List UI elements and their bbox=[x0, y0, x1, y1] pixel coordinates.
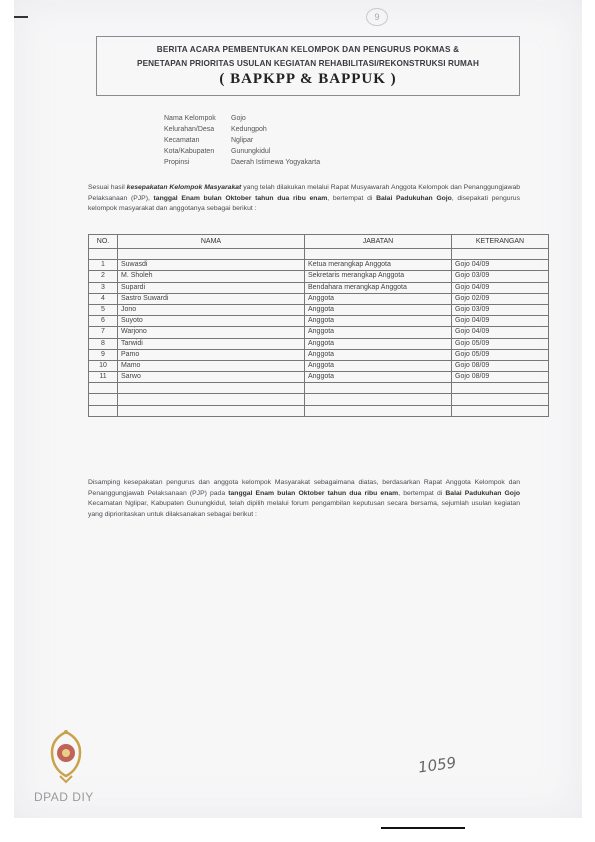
cell-no: 7 bbox=[89, 327, 118, 338]
cell-nama bbox=[118, 383, 305, 394]
bottom-rule bbox=[381, 827, 465, 829]
cell-keterangan: Gojo 05/09 bbox=[452, 338, 549, 349]
cell-no: 5 bbox=[89, 304, 118, 315]
table-row bbox=[89, 383, 549, 394]
header-keterangan: KETERANGAN bbox=[452, 235, 549, 249]
cell-nama: Jono bbox=[118, 304, 305, 315]
table-row bbox=[89, 372, 549, 383]
cell-keterangan: Gojo 04/09 bbox=[452, 282, 549, 293]
cell-jabatan: Bendahara merangkap Anggota bbox=[305, 282, 452, 293]
cell-jabatan: Anggota bbox=[305, 293, 452, 304]
table-row bbox=[89, 260, 549, 271]
info-row bbox=[164, 135, 320, 146]
text: Kecamatan Nglipar, Kabupaten Gunungkidul, telah dipilih melalui forum pengambilan keputusan secara bersama, sejumlah usulan kegiatan yang diprioritaskan untuk dilaksanakan sebagai berikut : bbox=[88, 500, 520, 518]
cell-no: 8 bbox=[89, 338, 118, 349]
table-header-row bbox=[89, 235, 549, 249]
title-line-1: BERITA ACARA PEMBENTUKAN KELOMPOK DAN PENGURUS POKMAS & bbox=[156, 45, 460, 54]
table-row bbox=[89, 271, 549, 282]
cell-nama: M. Sholeh bbox=[118, 271, 305, 282]
agreement-paragraph bbox=[88, 183, 520, 215]
title-box bbox=[96, 36, 520, 96]
cell-no bbox=[89, 394, 118, 405]
cell-keterangan: Gojo 02/09 bbox=[452, 293, 549, 304]
cell-nama: Sarwo bbox=[118, 372, 305, 383]
dpad-logo-icon bbox=[46, 728, 86, 784]
cell-nama bbox=[118, 249, 305, 260]
info-row bbox=[164, 124, 320, 135]
cell-jabatan: Anggota bbox=[305, 316, 452, 327]
text: yang telah dilakukan melalui Rapat Musyawarah Anggota Kelompok dan Penanggungjawab Pelaksanaan (PJP), bbox=[88, 184, 520, 202]
cell-nama bbox=[118, 405, 305, 416]
info-row bbox=[164, 157, 320, 168]
cell-nama: Sastro Suwardi bbox=[118, 293, 305, 304]
cell-jabatan: Sekretaris merangkap Anggota bbox=[305, 271, 452, 282]
cell-no bbox=[89, 405, 118, 416]
cell-keterangan: Gojo 04/09 bbox=[452, 327, 549, 338]
info-value: Kedungpoh bbox=[231, 126, 267, 133]
members-table bbox=[88, 234, 549, 417]
info-value: Daerah Istimewa Yogyakarta bbox=[231, 159, 321, 166]
table-row bbox=[89, 249, 549, 260]
info-value: Gojo bbox=[231, 115, 246, 122]
bold-text: tanggal Enam bulan Oktober tahun dua ribu enam bbox=[153, 194, 328, 202]
cell-keterangan: Gojo 03/09 bbox=[452, 304, 549, 315]
cell-no: 2 bbox=[89, 271, 118, 282]
cell-jabatan: Anggota bbox=[305, 327, 452, 338]
text: , disepakati pengurus kelompok masyarakat dan anggotanya sebagai berikut : bbox=[88, 194, 520, 212]
cell-jabatan bbox=[305, 405, 452, 416]
cell-keterangan: Gojo 08/09 bbox=[452, 360, 549, 371]
text: Disamping kesepakatan pengurus dan anggota kelompok Masyarakat sebagaimana diatas, berdasarkan Rapat Anggota Kelompok dan Penanggungjawab Pelaksanaan (PJP) pada bbox=[88, 479, 520, 497]
cell-keterangan: Gojo 03/09 bbox=[452, 271, 549, 282]
group-info bbox=[164, 113, 320, 168]
bold-text: Balai Padukuhan Gojo bbox=[445, 489, 520, 497]
header-no: NO. bbox=[89, 235, 118, 249]
table-row bbox=[89, 338, 549, 349]
cell-nama: Tarwidi bbox=[118, 338, 305, 349]
info-value: Gunungkidul bbox=[231, 148, 271, 155]
info-row bbox=[164, 146, 320, 157]
cell-keterangan bbox=[452, 405, 549, 416]
info-label: Nama Kelompok bbox=[164, 115, 216, 122]
cell-keterangan: Gojo 05/09 bbox=[452, 349, 549, 360]
cell-jabatan: Anggota bbox=[305, 372, 452, 383]
cell-keterangan bbox=[452, 394, 549, 405]
table-row bbox=[89, 360, 549, 371]
cell-no: 9 bbox=[89, 349, 118, 360]
info-label: Propinsi bbox=[164, 159, 190, 166]
cell-jabatan bbox=[305, 394, 452, 405]
table-row bbox=[89, 293, 549, 304]
cell-jabatan: Anggota bbox=[305, 304, 452, 315]
table-row bbox=[89, 316, 549, 327]
info-label: Kelurahan/Desa bbox=[164, 126, 215, 133]
cell-no: 11 bbox=[89, 372, 118, 383]
header-nama: NAMA bbox=[118, 235, 305, 249]
cell-keterangan bbox=[452, 249, 549, 260]
cell-no bbox=[89, 249, 118, 260]
cell-no: 6 bbox=[89, 316, 118, 327]
cell-nama bbox=[118, 394, 305, 405]
bold-text: Balai Padukuhan Gojo bbox=[376, 194, 452, 202]
cell-nama: Supardi bbox=[118, 282, 305, 293]
cell-nama: Suyoto bbox=[118, 316, 305, 327]
bold-text: kesepakatan Kelompok Masyarakat bbox=[126, 184, 242, 191]
header-jabatan: JABATAN bbox=[305, 235, 452, 249]
priority-paragraph bbox=[88, 478, 520, 520]
watermark-text: DPAD DIY bbox=[34, 790, 94, 804]
info-label: Kecamatan bbox=[164, 137, 200, 144]
cell-jabatan: Ketua merangkap Anggota bbox=[305, 260, 452, 271]
cell-jabatan bbox=[305, 249, 452, 260]
cell-nama: Mamo bbox=[118, 360, 305, 371]
cell-nama: Warjono bbox=[118, 327, 305, 338]
cell-jabatan: Anggota bbox=[305, 349, 452, 360]
title-line-3: ( BAPKPP & BAPPUK ) bbox=[219, 71, 397, 87]
text: , bertempat di bbox=[398, 489, 446, 497]
cell-no: 1 bbox=[89, 260, 118, 271]
title-line-2: PENETAPAN PRIORITAS USULAN KEGIATAN REHABILITASI/REKONSTRUKSI RUMAH bbox=[137, 59, 479, 68]
cell-keterangan: Gojo 08/09 bbox=[452, 372, 549, 383]
text: , bertempat di bbox=[327, 194, 377, 202]
table-row bbox=[89, 349, 549, 360]
table-row bbox=[89, 327, 549, 338]
cell-keterangan bbox=[452, 383, 549, 394]
cell-jabatan bbox=[305, 383, 452, 394]
text: Sesuai hasil bbox=[88, 184, 127, 191]
cell-jabatan: Anggota bbox=[305, 360, 452, 371]
cell-jabatan: Anggota bbox=[305, 338, 452, 349]
info-row bbox=[164, 113, 320, 124]
table-row bbox=[89, 282, 549, 293]
page-number: 9 bbox=[366, 8, 388, 26]
handwritten-note: 1059 bbox=[416, 753, 458, 777]
cell-nama: Pamo bbox=[118, 349, 305, 360]
info-value: Nglipar bbox=[231, 137, 254, 144]
scan-mark bbox=[14, 16, 28, 18]
cell-keterangan: Gojo 04/09 bbox=[452, 316, 549, 327]
table-row bbox=[89, 394, 549, 405]
cell-no: 4 bbox=[89, 293, 118, 304]
cell-no: 10 bbox=[89, 360, 118, 371]
info-label: Kota/Kabupaten bbox=[164, 148, 215, 155]
table-row bbox=[89, 405, 549, 416]
bold-text: tanggal Enam bulan Oktober tahun dua ribu enam bbox=[228, 489, 399, 497]
cell-nama: Suwasdi bbox=[118, 260, 305, 271]
cell-no: 3 bbox=[89, 282, 118, 293]
cell-no bbox=[89, 383, 118, 394]
table-row bbox=[89, 304, 549, 315]
cell-keterangan: Gojo 04/09 bbox=[452, 260, 549, 271]
